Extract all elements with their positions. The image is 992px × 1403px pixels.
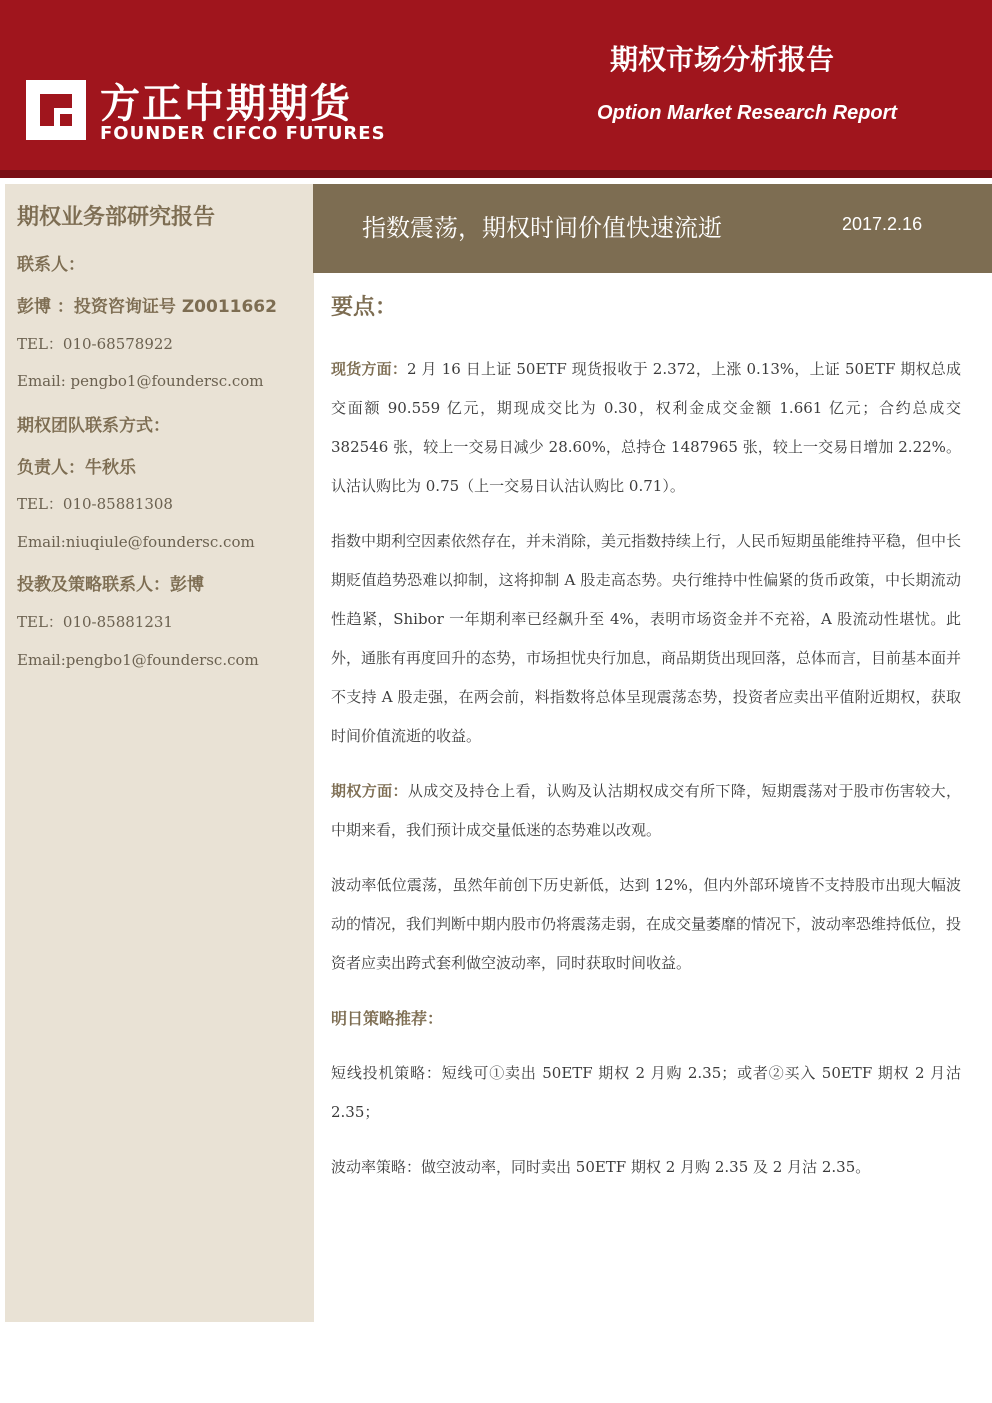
company-name-en: FOUNDER CIFCO FUTURES bbox=[100, 123, 386, 144]
sidebar-line: Email:niuqiule@foundersc.com bbox=[17, 533, 255, 551]
main-content bbox=[331, 350, 961, 1203]
option-paragraph bbox=[331, 772, 961, 850]
sidebar-line: TEL：010-85881231 bbox=[17, 613, 173, 631]
spot-text: 2 月 16 日上证 50ETF 现货报收于 2.372，上涨 0.13%，上证 50ETF 期权总成交面额 90.559 亿元，期现成交比为 0.30，权利金成交金额 1.661 亿元；合约总成交 382546 张，较上一交易日减少 28.60%，总持仓 1487965 张，较上一交易日增加 2.22%。认沽认购比为 0.75（上一交易日认沽认购比 0.71）。 bbox=[331, 360, 961, 495]
volatility-paragraph: 波动率低位震荡，虽然年前创下历史新低，达到 12%，但内外部环境皆不支持股市出现大幅波动的情况，我们判断中期内股市仍将震荡走弱，在成交量萎靡的情况下，波动率恐维持低位，投资者应卖出跨式套利做空波动率，同时获取时间收益。 bbox=[331, 876, 962, 972]
spot-paragraph bbox=[331, 350, 961, 506]
sidebar-title: 期权业务部研究报告 bbox=[17, 205, 216, 230]
sidebar-line: TEL：010-68578922 bbox=[17, 335, 173, 353]
volatility-strategy: 波动率策略：做空波动率，同时卖出 50ETF 期权 2 月购 2.35 及 2 月沽 2.35。 bbox=[331, 1158, 871, 1176]
sidebar-line: 投教及策略联系人：彭博 bbox=[17, 575, 204, 595]
sidebar-line: 彭博 ：投资咨询证号 Z0011662 bbox=[17, 297, 277, 317]
contact-sidebar bbox=[5, 184, 314, 1322]
report-date: 2017.2.16 bbox=[842, 214, 923, 234]
sidebar-line: Email:pengbo1@foundersc.com bbox=[17, 651, 259, 669]
sidebar-line: 负责人：牛秋乐 bbox=[17, 458, 136, 478]
company-name-cn: 方正中期期货 bbox=[100, 81, 352, 127]
sidebar-line: TEL：010-85881308 bbox=[17, 495, 173, 513]
sidebar-line: 联系人： bbox=[17, 255, 85, 275]
sidebar-line: Email: pengbo1@foundersc.com bbox=[17, 372, 264, 390]
strategy-heading: 明日策略推荐： bbox=[331, 1009, 444, 1028]
index-outlook-paragraph: 指数中期利空因素依然存在，并未消除，美元指数持续上行，人民币短期虽能维持平稳，但中长期贬值趋势恐难以抑制，这将抑制 A 股走高态势。央行维持中性偏紧的货币政策，中长期流动性趋紧，Shibor 一年期利率已经飙升至 4%，表明市场资金并不充裕，A 股流动性堪忧。此外，通胀有再度回升的态势，市场担忧央行加息，商品期货出现回落，总体而言，目前基本面并不支持 A 股走强，在两会前，料指数将总体呈现震荡态势，投资者应卖出平值附近期权，获取时间价值流逝的收益。 bbox=[331, 532, 962, 745]
option-lead: 期权方面： bbox=[331, 782, 408, 800]
report-type-cn: 期权市场分析报告 bbox=[610, 43, 835, 76]
header-banner-edge bbox=[0, 170, 992, 178]
speculative-strategy: 短线投机策略：短线可①卖出 50ETF 期权 2 月购 2.35；或者②买入 50ETF 期权 2 月沽 2.35； bbox=[331, 1064, 961, 1121]
report-title: 指数震荡，期权时间价值快速流逝 bbox=[362, 214, 722, 242]
key-points-heading: 要点： bbox=[331, 295, 398, 320]
founder-logo-icon bbox=[24, 78, 88, 142]
option-text: 从成交及持仓上看，认购及认沽期权成交有所下降，短期震荡对于股市伤害较大，中期来看，我们预计成交量低迷的态势难以改观。 bbox=[331, 782, 961, 839]
report-type-en: Option Market Research Report bbox=[597, 102, 898, 124]
sidebar-line: 期权团队联系方式： bbox=[17, 416, 170, 436]
spot-lead: 现货方面： bbox=[331, 360, 408, 378]
